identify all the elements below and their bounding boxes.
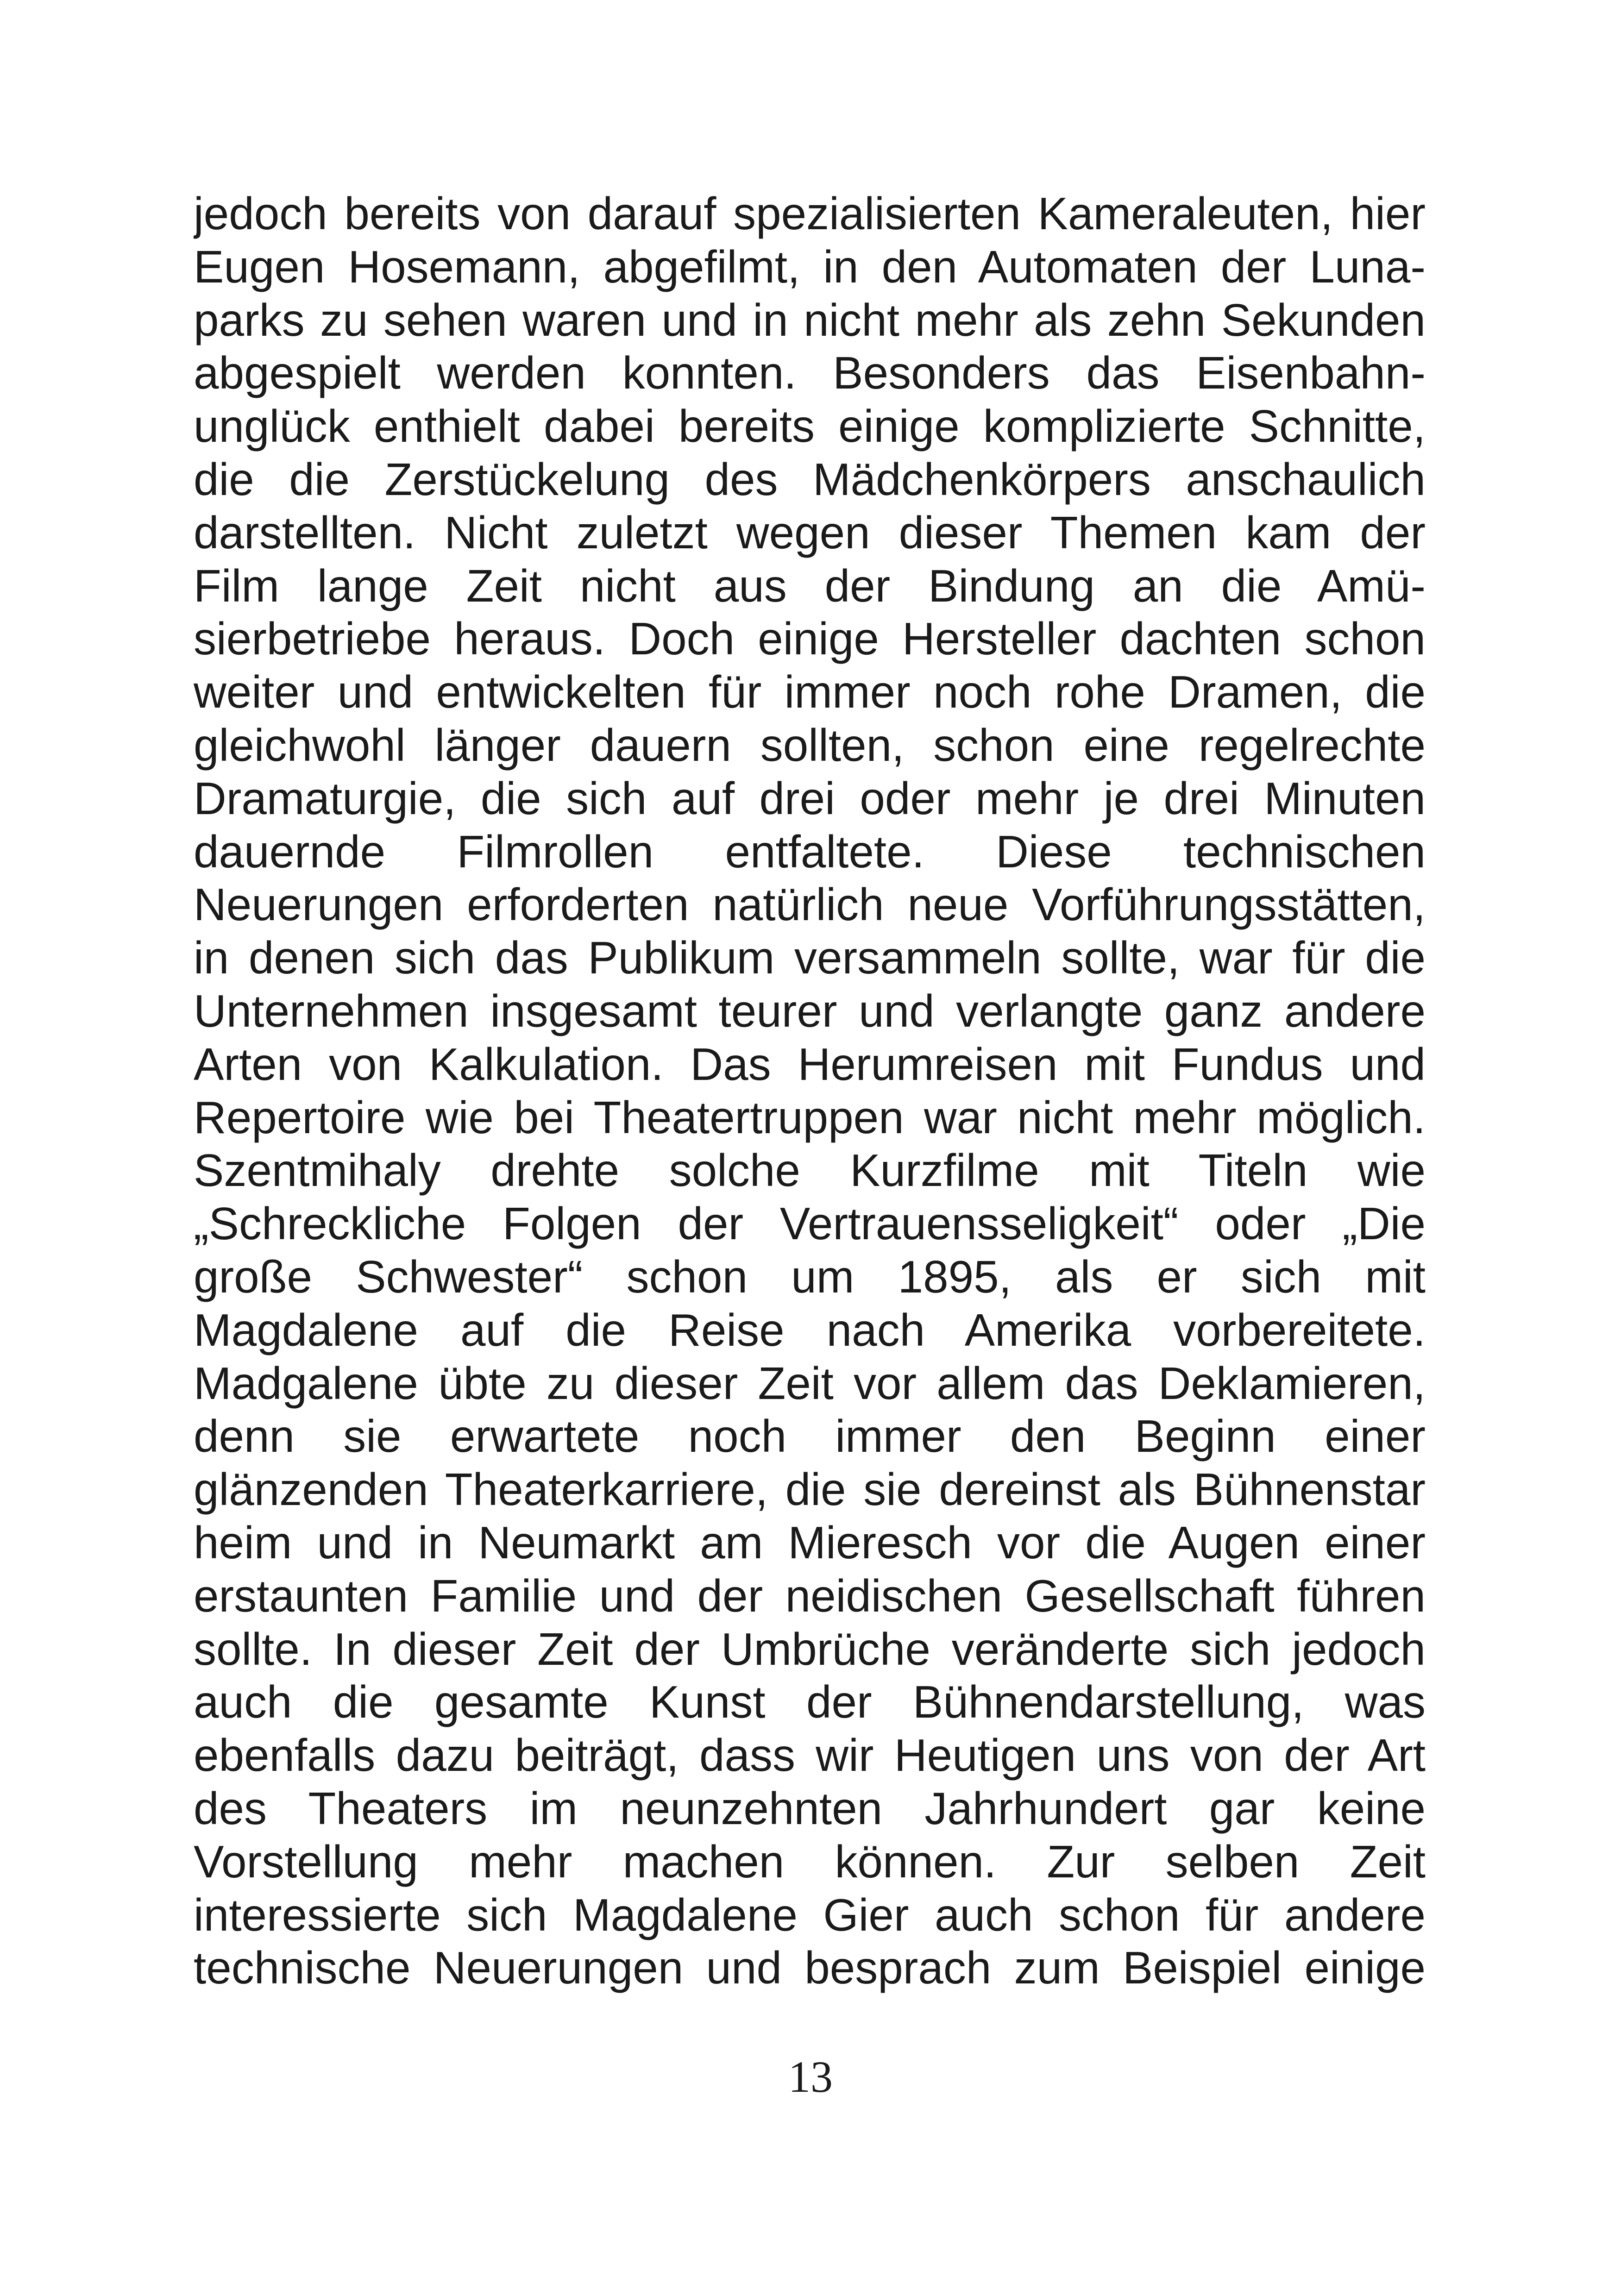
text-line: jedoch bereits von darauf spezialisierten Kameraleuten, hier [194,188,1426,239]
text-line: „Schreckliche Folgen der Vertrauensseligkeit“ oder „Die [194,1198,1426,1249]
text-line: sierbetriebe heraus. Doch einige Hersteller dachten schon [194,613,1426,665]
text-line: technische Neuerungen und besprach zum Beispiel einige [194,1942,1426,1994]
text-line: Magdalene auf die Reise nach Amerika vorbereitete. [194,1304,1426,1355]
text-line: Eugen Hosemann, abgefilmt, in den Automaten der Luna- [194,241,1426,292]
text-line: des Theaters im neunzehnten Jahrhundert gar keine [194,1782,1426,1834]
text-line: Vorstellung mehr machen können. Zur selben Zeit [194,1836,1426,1887]
text-line: die die Zerstückelung des Mädchenkörpers anschaulich [194,453,1426,505]
text-line: erstaunten Familie und der neidischen Gesellschaft führen [194,1570,1426,1621]
text-line: auch die gesamte Kunst der Bühnendarstellung, was [194,1676,1426,1728]
text-line: denn sie erwartete noch immer den Beginn einer [194,1411,1426,1462]
text-line: Neuerungen erforderten natürlich neue Vorführungsstätten, [194,879,1426,930]
text-line: heim und in Neumarkt am Mieresch vor die Augen einer [194,1517,1426,1568]
text-line: glänzenden Theaterkarriere, die sie dereinst als Bühnenstar [194,1464,1426,1515]
text-line: Madgalene übte zu dieser Zeit vor allem das Deklamieren, [194,1357,1426,1409]
text-line: abgespielt werden konnten. Besonders das Eisenbahn- [194,347,1426,399]
text-line: Repertoire wie bei Theatertruppen war nicht mehr möglich. [194,1092,1426,1143]
text-line: in denen sich das Publikum versammeln sollte, war für die [194,932,1426,984]
text-line: Film lange Zeit nicht aus der Bindung an die Amü- [194,560,1426,611]
text-line: große Schwester“ schon um 1895, als er sich mit [194,1251,1426,1302]
text-line: darstellten. Nicht zuletzt wegen dieser Themen kam der [194,507,1426,558]
text-line: Unternehmen insgesamt teurer und verlangte ganz andere [194,985,1426,1036]
text-line: ebenfalls dazu beiträgt, dass wir Heutigen uns von der Art [194,1730,1426,1781]
text-line: Dramaturgie, die sich auf drei oder mehr je drei Minuten [194,772,1426,824]
text-line: gleichwohl länger dauern sollten, schon eine regelrechte [194,719,1426,771]
text-line: interessierte sich Magdalene Gier auch schon für andere [194,1889,1426,1940]
text-line: weiter und entwickelten für immer noch rohe Dramen, die [194,666,1426,718]
text-line: Szentmihaly drehte solche Kurzfilme mit Titeln wie [194,1145,1426,1196]
text-line: parks zu sehen waren und in nicht mehr als zehn Sekunden [194,294,1426,345]
text-line: Arten von Kalkulation. Das Herumreisen mit Fundus und [194,1038,1426,1090]
body-text [194,187,1426,1995]
text-line: dauernde Filmrollen entfaltete. Diese technischen [194,826,1426,877]
page-number: 13 [788,2052,833,2102]
text-line: sollte. In dieser Zeit der Umbrüche veränderte sich jedoch [194,1623,1426,1675]
text-line: unglück enthielt dabei bereits einige komplizierte Schnitte, [194,401,1426,452]
